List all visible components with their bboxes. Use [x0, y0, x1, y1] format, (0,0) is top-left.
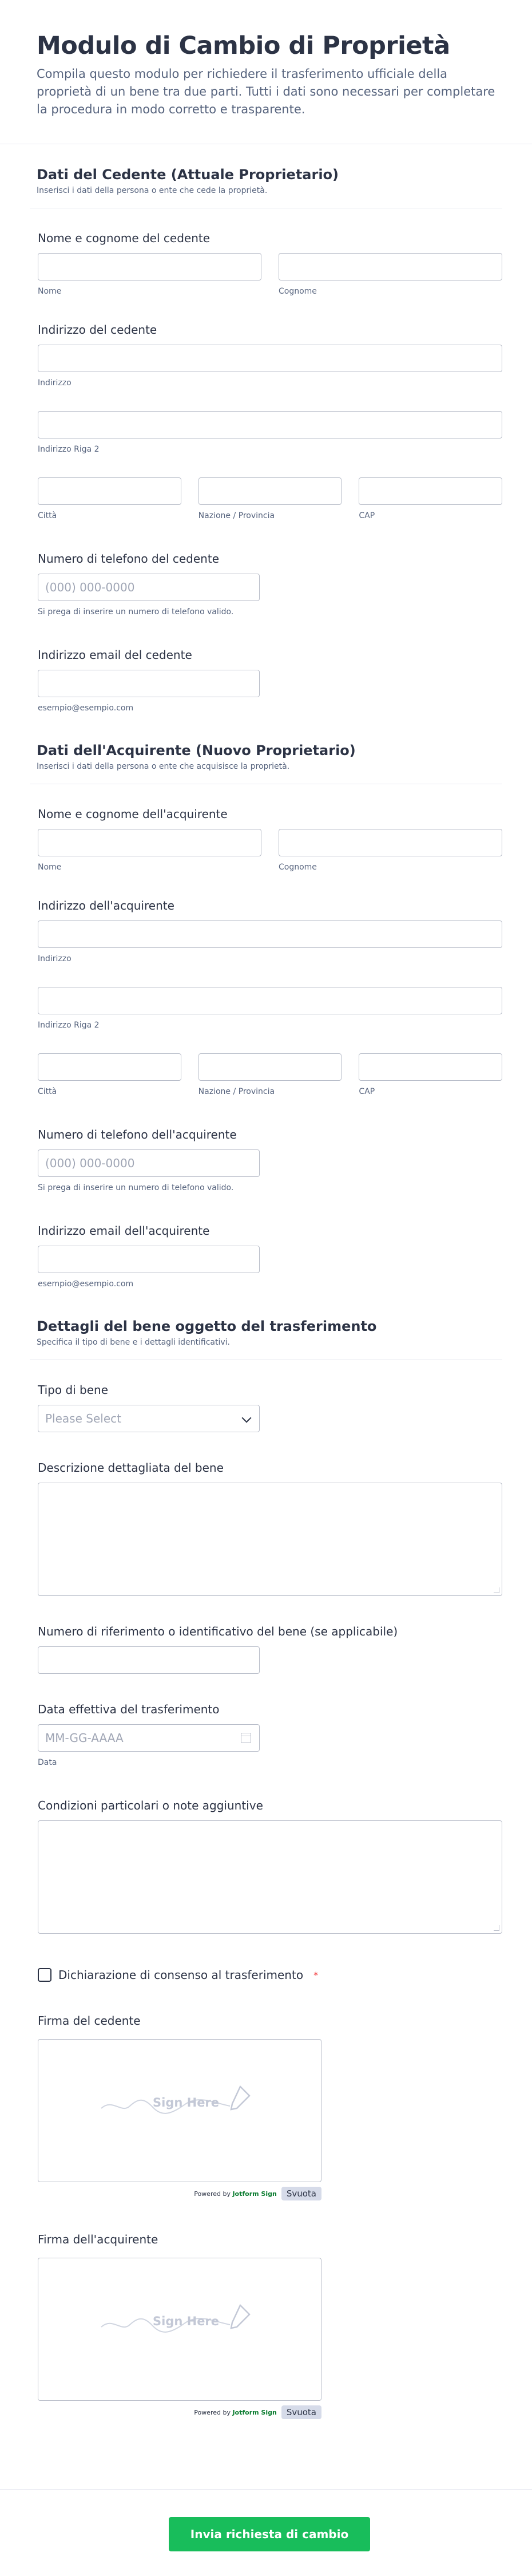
- asset-type-label: Tipo di bene: [38, 1383, 109, 1397]
- conditions-textarea[interactable]: [38, 1820, 502, 1934]
- buyer-zip-input[interactable]: [359, 1053, 502, 1081]
- seller-province-input[interactable]: [198, 477, 342, 505]
- buyer-first-name-input[interactable]: [38, 829, 261, 856]
- buyer-last-name-sublabel: Cognome: [279, 863, 317, 872]
- asset-reference-label: Numero di riferimento o identificativo del bene (se applicabile): [38, 1625, 398, 1638]
- asset-heading: Dettagli del bene oggetto del trasferimento: [37, 1318, 377, 1334]
- seller-phone-input[interactable]: (000) 000-0000: [38, 574, 260, 601]
- conditions-label: Condizioni particolari o note aggiuntive: [38, 1799, 263, 1812]
- seller-phone-label: Numero di telefono del cedente: [38, 552, 220, 566]
- resize-handle-icon[interactable]: [494, 1587, 499, 1593]
- buyer-last-name-input[interactable]: [279, 829, 502, 856]
- buyer-signature-pad[interactable]: [38, 2258, 321, 2401]
- transfer-date-field: [0, 1701, 532, 1768]
- buyer-email-sublabel: esempio@esempio.com: [38, 1279, 134, 1289]
- seller-signature-pad[interactable]: [38, 2039, 321, 2182]
- transfer-date-input[interactable]: [38, 1724, 260, 1752]
- section-divider: [30, 196, 502, 208]
- seller-email-sublabel: esempio@esempio.com: [38, 704, 134, 713]
- asset-type-placeholder: Please Select: [45, 1412, 121, 1425]
- sign-here-text: Sign Here: [153, 2096, 220, 2109]
- buyer-phone-field: [0, 1127, 532, 1193]
- seller-zip-input[interactable]: [359, 477, 502, 505]
- asset-description-label: Descrizione dettagliata del bene: [38, 1461, 224, 1475]
- form-description: Compila questo modulo per richiedere il trasferimento ufficiale della proprietà di un bene tra due parti. Tutti i dati sono necessari per completare la procedura in modo corretto e trasparente.: [37, 67, 495, 116]
- seller-city-sublabel: Città: [38, 511, 57, 520]
- asset-reference-input[interactable]: [38, 1646, 260, 1674]
- seller-city-input[interactable]: [38, 477, 181, 505]
- buyer-name-label: Nome e cognome dell'acquirente: [38, 807, 228, 821]
- buyer-phone-label: Numero di telefono dell'acquirente: [38, 1128, 237, 1141]
- resize-handle-icon[interactable]: [494, 1925, 499, 1931]
- clear-signature-button[interactable]: Svuota: [281, 2187, 321, 2200]
- seller-name-label: Nome e cognome del cedente: [38, 231, 211, 245]
- seller-phone-sublabel: Si prega di inserire un numero di telefono valido.: [38, 607, 234, 617]
- buyer-street-input[interactable]: [38, 920, 502, 948]
- section-divider: [30, 772, 502, 784]
- seller-subheading: Inserisci i dati della persona o ente che cede la proprietà.: [37, 186, 268, 195]
- form-header: [0, 0, 532, 144]
- sign-here-text: Sign Here: [153, 2314, 220, 2328]
- consent-label: Dichiarazione di consenso al trasferimento: [58, 1968, 304, 1982]
- buyer-address-label: Indirizzo dell'acquirente: [38, 899, 174, 912]
- buyer-email-label: Indirizzo email dell'acquirente: [38, 1224, 210, 1238]
- transfer-date-label: Data effettiva del trasferimento: [38, 1702, 220, 1716]
- asset-type-select[interactable]: [38, 1405, 260, 1432]
- submit-button[interactable]: Invia richiesta di cambio proprietà: [169, 2517, 370, 2551]
- clear-signature-button[interactable]: Svuota: [281, 2405, 321, 2419]
- buyer-street2-sublabel: Indirizzo Riga 2: [38, 1021, 100, 1030]
- seller-section-heading: [0, 144, 532, 196]
- buyer-street-sublabel: Indirizzo: [38, 954, 72, 963]
- seller-street-input[interactable]: [38, 345, 502, 372]
- buyer-heading: Dati dell'Acquirente (Nuovo Proprietario): [37, 742, 356, 758]
- seller-name-field: [0, 230, 532, 297]
- transfer-date-sublabel: Data: [38, 1758, 57, 1767]
- conditions-field: [0, 1797, 532, 1934]
- seller-email-label: Indirizzo email del cedente: [38, 648, 192, 662]
- seller-first-name-sublabel: Nome: [38, 287, 62, 296]
- buyer-phone-input[interactable]: (000) 000-0000: [38, 1149, 260, 1177]
- seller-email-input[interactable]: [38, 670, 260, 697]
- buyer-section-heading: [0, 713, 532, 772]
- buyer-phone-sublabel: Si prega di inserire un numero di telefono valido.: [38, 1183, 234, 1192]
- form-footer: [0, 2489, 532, 2576]
- seller-street2-input[interactable]: [38, 411, 502, 438]
- buyer-province-sublabel: Nazione / Provincia: [198, 1087, 275, 1096]
- seller-street-sublabel: Indirizzo: [38, 378, 72, 388]
- transfer-date-placeholder: MM-GG-AAAA: [45, 1731, 124, 1745]
- seller-signature-label: Firma del cedente: [38, 2014, 141, 2028]
- buyer-city-sublabel: Città: [38, 1087, 57, 1096]
- buyer-province-input[interactable]: [198, 1053, 342, 1081]
- consent-checkbox[interactable]: [38, 1968, 51, 1982]
- seller-address-field: [0, 322, 532, 521]
- buyer-email-field: [0, 1223, 532, 1289]
- buyer-email-input[interactable]: [38, 1246, 260, 1273]
- powered-by-text: Powered by Jotform Sign: [194, 2190, 277, 2198]
- buyer-first-name-sublabel: Nome: [38, 863, 62, 872]
- seller-street2-sublabel: Indirizzo Riga 2: [38, 445, 100, 454]
- asset-subheading: Specifica il tipo di bene e i dettagli identificativi.: [37, 1338, 231, 1347]
- seller-heading: Dati del Cedente (Attuale Proprietario): [37, 167, 339, 183]
- buyer-subheading: Inserisci i dati della persona o ente che acquisisce la proprietà.: [37, 762, 290, 771]
- form-title: Modulo di Cambio di Proprietà: [37, 31, 450, 60]
- seller-email-field: [0, 647, 532, 713]
- seller-last-name-input[interactable]: [279, 253, 502, 280]
- asset-type-field: [0, 1382, 532, 1432]
- asset-description-textarea[interactable]: [38, 1483, 502, 1596]
- calendar-icon[interactable]: [241, 1733, 251, 1743]
- seller-last-name-sublabel: Cognome: [279, 287, 317, 296]
- seller-province-sublabel: Nazione / Provincia: [198, 511, 275, 520]
- consent-field: [0, 1968, 532, 1982]
- buyer-signature-field: [0, 2231, 532, 2419]
- seller-phone-field: [0, 551, 532, 617]
- seller-first-name-input[interactable]: [38, 253, 261, 280]
- buyer-signature-label: Firma dell'acquirente: [38, 2233, 158, 2246]
- chevron-down-icon: [242, 1413, 252, 1423]
- required-asterisk: *: [313, 1969, 319, 1981]
- asset-section-heading: [0, 1289, 532, 1348]
- buyer-address-field: [0, 898, 532, 1097]
- powered-by-text: Powered by Jotform Sign: [194, 2408, 277, 2416]
- seller-signature-field: [0, 2013, 532, 2200]
- asset-description-field: [0, 1460, 532, 1596]
- buyer-city-input[interactable]: [38, 1053, 181, 1081]
- buyer-name-field: [0, 806, 532, 872]
- seller-address-label: Indirizzo del cedente: [38, 323, 157, 337]
- section-divider: [30, 1348, 502, 1360]
- buyer-street2-input[interactable]: [38, 987, 502, 1014]
- seller-zip-sublabel: CAP: [359, 511, 375, 520]
- asset-reference-field: [0, 1623, 532, 1674]
- buyer-zip-sublabel: CAP: [359, 1087, 375, 1096]
